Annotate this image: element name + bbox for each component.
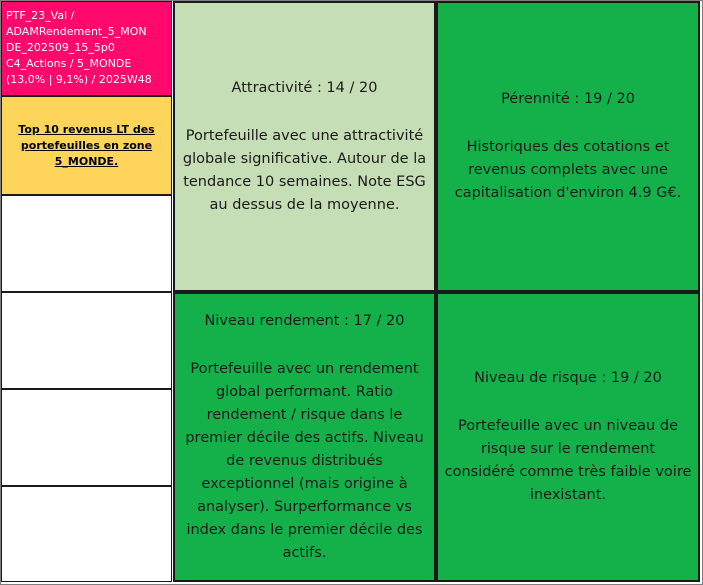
rendement-description: Portefeuille avec un rendement global performant. Ratio rendement / risque dans le premier décile des actifs. Niveau de revenus distribués exceptionnel (mais origine à analyser). Surperformance vs index dans le premier décile des actifs.	[185, 360, 424, 561]
empty-cell	[1, 389, 172, 486]
attractivite-description: Portefeuille avec une attractivité globale significative. Autour de la tendance 10 semaines. Note ESG au dessus de la moyenne.	[182, 127, 427, 213]
empty-cell	[1, 195, 172, 292]
top10-banner	[1, 96, 172, 195]
attractivite-box	[173, 1, 436, 292]
attractivite-title: Attractivité : 14 / 20	[231, 79, 378, 96]
portfolio-tag	[1, 1, 172, 96]
portfolio-tag-line: C4_Actions / 5_MONDE	[6, 57, 132, 70]
risque-box	[436, 292, 700, 582]
empty-cell	[1, 486, 172, 582]
rendement-title: Niveau rendement : 17 / 20	[204, 312, 405, 329]
perennite-description: Historiques des cotations et revenus complets avec une capitalisation d'environ 4.9 G€.	[454, 139, 682, 201]
rendement-box	[173, 292, 436, 582]
risque-description: Portefeuille avec un niveau de risque sur le rendement considéré comme très faible voire inexistant.	[444, 418, 692, 503]
portfolio-tag-line: DE_202509_15_5p0	[6, 41, 115, 54]
portfolio-tag-line: PTF_23_Val /	[6, 9, 75, 22]
perennite-box	[436, 1, 700, 292]
portfolio-tag-line: ADAMRendement_5_MON	[6, 25, 147, 38]
risque-title: Niveau de risque : 19 / 20	[474, 370, 662, 386]
empty-cell	[1, 292, 172, 389]
portfolio-tag-line: (13,0% | 9,1%) / 2025W48	[6, 73, 152, 86]
top10-label: Top 10 revenus LT des portefeuilles en zone 5_MONDE.	[18, 122, 155, 168]
perennite-title: Pérennité : 19 / 20	[501, 91, 635, 107]
